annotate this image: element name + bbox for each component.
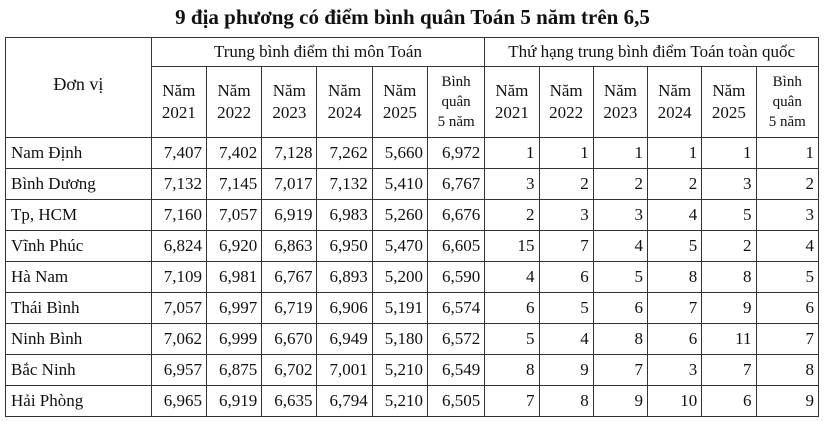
year-header-value: 2025 xyxy=(711,103,746,122)
rank-cell: 3 xyxy=(539,200,593,231)
table-row xyxy=(6,231,819,262)
score-cell: 6,719 xyxy=(262,293,317,324)
score-cell: 6,590 xyxy=(427,262,484,293)
score-cell: 6,983 xyxy=(317,200,372,231)
rank-cell: 1 xyxy=(702,138,756,169)
score-cell: 7,407 xyxy=(151,138,206,169)
score-average-header xyxy=(427,67,484,138)
score-cell: 7,145 xyxy=(206,169,261,200)
rank-cell: 5 xyxy=(485,324,539,355)
rank-cell: 11 xyxy=(702,324,756,355)
score-cell: 5,210 xyxy=(372,355,427,386)
score-cell: 6,906 xyxy=(317,293,372,324)
rank-cell: 2 xyxy=(539,169,593,200)
rank-cell: 9 xyxy=(702,293,756,324)
score-cell: 5,180 xyxy=(372,324,427,355)
year-header-value: 2023 xyxy=(272,103,307,122)
score-cell: 6,972 xyxy=(427,138,484,169)
score-cell: 5,200 xyxy=(372,262,427,293)
rank-cell: 1 xyxy=(593,138,647,169)
year-header-label: Năm xyxy=(658,81,692,100)
rank-cell: 1 xyxy=(539,138,593,169)
table-row xyxy=(6,355,819,386)
year-header-label: Năm xyxy=(328,81,362,100)
score-cell: 6,767 xyxy=(262,262,317,293)
year-header-label: Năm xyxy=(383,81,417,100)
table-row xyxy=(6,200,819,231)
rank-cell: 8 xyxy=(648,262,702,293)
unit-name-cell: Tp, HCM xyxy=(6,200,152,231)
rank-cell: 6 xyxy=(702,386,756,417)
score-year-header xyxy=(262,67,317,138)
unit-name-cell: Hà Nam xyxy=(6,262,152,293)
rank-cell: 7 xyxy=(756,324,818,355)
year-header-label: Năm xyxy=(495,81,529,100)
rank-cell: 3 xyxy=(702,169,756,200)
rank-year-header xyxy=(648,67,702,138)
unit-name-cell: Ninh Bình xyxy=(6,324,152,355)
rank-cell: 8 xyxy=(593,324,647,355)
rank-cell: 6 xyxy=(485,293,539,324)
score-cell: 6,676 xyxy=(427,200,484,231)
average-header-line: 5 năm xyxy=(768,114,806,130)
score-cell: 6,635 xyxy=(262,386,317,417)
score-cell: 7,160 xyxy=(151,200,206,231)
year-header-value: 2025 xyxy=(382,103,417,122)
score-cell: 7,402 xyxy=(206,138,261,169)
unit-header: Đơn vị xyxy=(6,38,152,138)
score-cell: 6,505 xyxy=(427,386,484,417)
score-cell: 6,794 xyxy=(317,386,372,417)
table-body xyxy=(6,138,819,417)
unit-name-cell: Thái Bình xyxy=(6,293,152,324)
rank-cell: 5 xyxy=(648,231,702,262)
rank-cell: 6 xyxy=(539,262,593,293)
year-header-label: Năm xyxy=(603,81,637,100)
rank-cell: 3 xyxy=(756,200,818,231)
rank-cell: 6 xyxy=(648,324,702,355)
unit-name-cell: Vĩnh Phúc xyxy=(6,231,152,262)
score-cell: 6,767 xyxy=(427,169,484,200)
rank-cell: 4 xyxy=(756,231,818,262)
score-cell: 7,128 xyxy=(262,138,317,169)
score-cell: 6,919 xyxy=(262,200,317,231)
rank-cell: 8 xyxy=(756,355,818,386)
rank-cell: 5 xyxy=(593,262,647,293)
score-cell: 7,057 xyxy=(151,293,206,324)
rank-cell: 2 xyxy=(485,200,539,231)
rank-cell: 9 xyxy=(539,355,593,386)
score-cell: 6,997 xyxy=(206,293,261,324)
rank-cell: 2 xyxy=(702,231,756,262)
score-cell: 6,920 xyxy=(206,231,261,262)
score-cell: 6,824 xyxy=(151,231,206,262)
table-row xyxy=(6,293,819,324)
score-cell: 6,893 xyxy=(317,262,372,293)
rank-cell: 5 xyxy=(756,262,818,293)
rank-cell: 7 xyxy=(648,293,702,324)
rank-cell: 3 xyxy=(485,169,539,200)
score-cell: 6,981 xyxy=(206,262,261,293)
table-row xyxy=(6,262,819,293)
score-cell: 7,132 xyxy=(151,169,206,200)
average-header-line: quân xyxy=(441,94,471,110)
score-cell: 6,549 xyxy=(427,355,484,386)
score-cell: 6,574 xyxy=(427,293,484,324)
score-cell: 7,062 xyxy=(151,324,206,355)
rank-cell: 1 xyxy=(648,138,702,169)
score-table xyxy=(5,37,819,417)
score-cell: 6,957 xyxy=(151,355,206,386)
score-cell: 5,410 xyxy=(372,169,427,200)
score-cell: 6,999 xyxy=(206,324,261,355)
score-cell: 6,605 xyxy=(427,231,484,262)
rank-average-header xyxy=(756,67,818,138)
score-year-header xyxy=(317,67,372,138)
year-header-value: 2023 xyxy=(603,103,638,122)
rank-cell: 3 xyxy=(593,200,647,231)
rank-cell: 5 xyxy=(702,200,756,231)
score-cell: 6,702 xyxy=(262,355,317,386)
rank-cell: 4 xyxy=(485,262,539,293)
score-cell: 6,949 xyxy=(317,324,372,355)
year-header-value: 2022 xyxy=(549,103,584,122)
rank-cell: 7 xyxy=(702,355,756,386)
rank-cell: 2 xyxy=(593,169,647,200)
year-header-value: 2024 xyxy=(327,103,362,122)
rank-year-header xyxy=(702,67,756,138)
score-cell: 6,875 xyxy=(206,355,261,386)
rank-cell: 4 xyxy=(648,200,702,231)
year-header-label: Năm xyxy=(272,81,306,100)
rank-year-header xyxy=(485,67,539,138)
score-cell: 7,109 xyxy=(151,262,206,293)
average-header-line: Bình xyxy=(441,74,471,90)
year-header-label: Năm xyxy=(162,81,196,100)
table-row xyxy=(6,324,819,355)
rank-cell: 8 xyxy=(539,386,593,417)
unit-name-cell: Hải Phòng xyxy=(6,386,152,417)
score-cell: 7,057 xyxy=(206,200,261,231)
score-cell: 6,863 xyxy=(262,231,317,262)
score-cell: 7,132 xyxy=(317,169,372,200)
unit-name-cell: Nam Định xyxy=(6,138,152,169)
rank-cell: 1 xyxy=(756,138,818,169)
score-cell: 5,470 xyxy=(372,231,427,262)
year-header-label: Năm xyxy=(217,81,251,100)
rank-cell: 3 xyxy=(648,355,702,386)
rank-cell: 7 xyxy=(593,355,647,386)
score-cell: 6,572 xyxy=(427,324,484,355)
score-cell: 7,017 xyxy=(262,169,317,200)
score-cell: 6,919 xyxy=(206,386,261,417)
year-header-label: Năm xyxy=(712,81,746,100)
score-group-header: Trung bình điểm thi môn Toán xyxy=(151,38,485,67)
rank-group-header: Thứ hạng trung bình điểm Toán toàn quốc xyxy=(485,38,819,67)
rank-cell: 7 xyxy=(539,231,593,262)
score-year-header xyxy=(206,67,261,138)
rank-cell: 9 xyxy=(756,386,818,417)
rank-cell: 4 xyxy=(539,324,593,355)
table-row xyxy=(6,386,819,417)
year-header-value: 2021 xyxy=(161,103,196,122)
page-title: 9 địa phương có điểm bình quân Toán 5 năm trên 6,5 xyxy=(175,5,650,29)
table-row xyxy=(6,169,819,200)
score-year-header xyxy=(372,67,427,138)
score-cell: 5,210 xyxy=(372,386,427,417)
table-row xyxy=(6,138,819,169)
rank-cell: 9 xyxy=(593,386,647,417)
rank-cell: 2 xyxy=(756,169,818,200)
year-header-value: 2024 xyxy=(657,103,692,122)
score-cell: 5,191 xyxy=(372,293,427,324)
average-header-line: quân xyxy=(772,94,802,110)
rank-cell: 5 xyxy=(539,293,593,324)
score-cell: 5,260 xyxy=(372,200,427,231)
score-year-header xyxy=(151,67,206,138)
rank-cell: 15 xyxy=(485,231,539,262)
score-cell: 7,001 xyxy=(317,355,372,386)
unit-name-cell: Bình Dương xyxy=(6,169,152,200)
score-cell: 6,670 xyxy=(262,324,317,355)
rank-cell: 4 xyxy=(593,231,647,262)
year-header-value: 2021 xyxy=(494,103,529,122)
unit-name-cell: Bắc Ninh xyxy=(6,355,152,386)
score-cell: 7,262 xyxy=(317,138,372,169)
rank-cell: 8 xyxy=(702,262,756,293)
rank-cell: 1 xyxy=(485,138,539,169)
rank-cell: 10 xyxy=(648,386,702,417)
rank-cell: 7 xyxy=(485,386,539,417)
average-header-line: 5 năm xyxy=(437,114,475,130)
average-header-line: Bình xyxy=(772,74,802,90)
score-cell: 6,950 xyxy=(317,231,372,262)
year-header-label: Năm xyxy=(549,81,583,100)
score-cell: 6,965 xyxy=(151,386,206,417)
year-header-value: 2022 xyxy=(217,103,252,122)
score-cell: 5,660 xyxy=(372,138,427,169)
rank-year-header xyxy=(593,67,647,138)
rank-year-header xyxy=(539,67,593,138)
rank-cell: 6 xyxy=(593,293,647,324)
rank-cell: 8 xyxy=(485,355,539,386)
rank-cell: 2 xyxy=(648,169,702,200)
rank-cell: 6 xyxy=(756,293,818,324)
